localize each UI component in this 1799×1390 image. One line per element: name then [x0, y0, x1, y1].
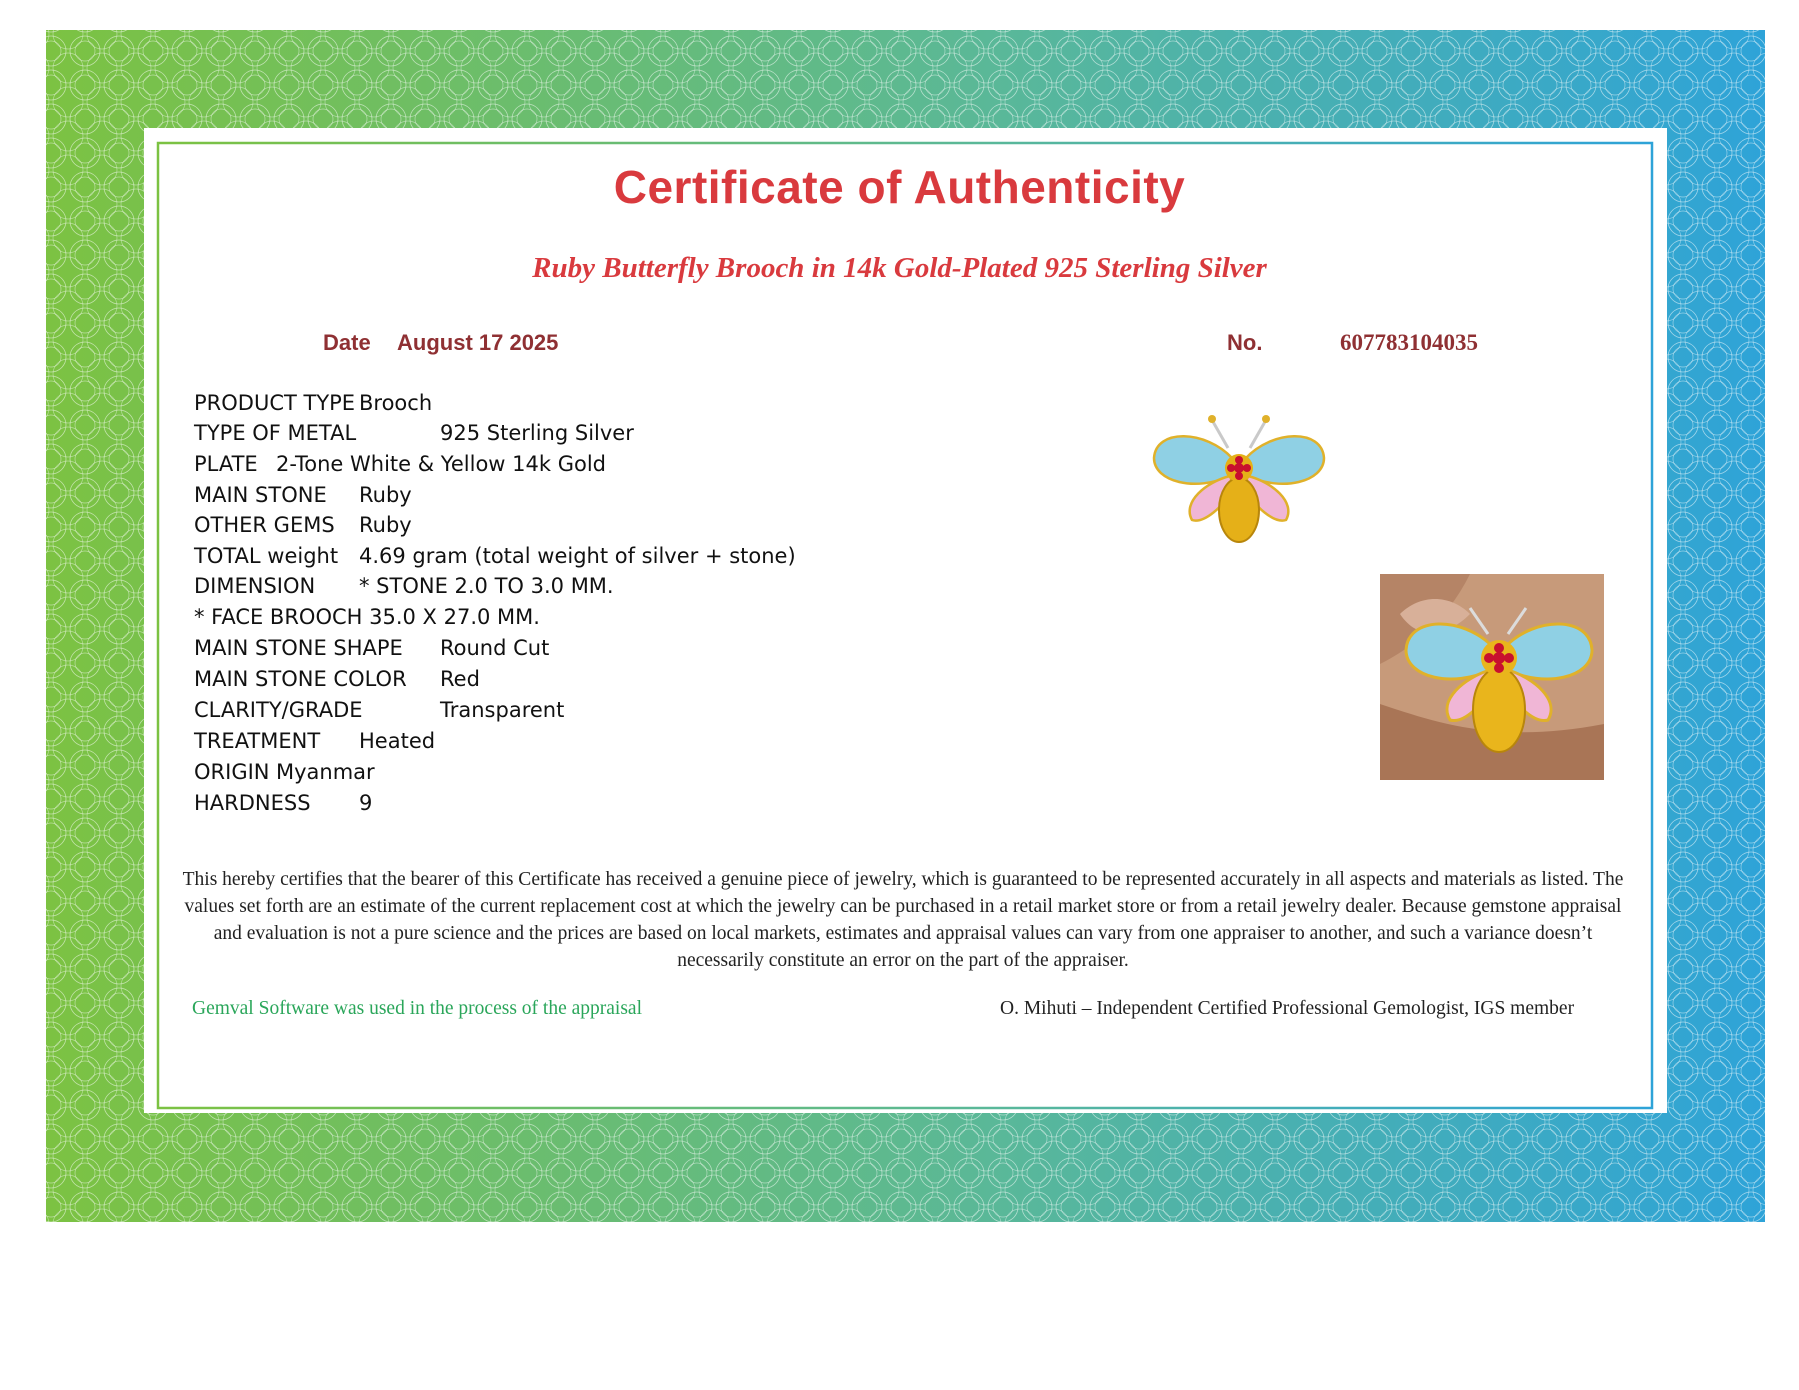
spec-row: [194, 697, 565, 723]
spec-row: [194, 604, 540, 630]
spec-label: DIMENSION: [194, 574, 316, 598]
spec-value: Red: [440, 667, 480, 691]
spec-label: PLATE: [194, 452, 258, 476]
spec-row: [194, 451, 606, 477]
spec-label: MAIN STONE SHAPE: [194, 636, 403, 660]
spec-row: [194, 666, 480, 692]
spec-label: MAIN STONE COLOR: [194, 667, 407, 691]
brooch-product-image: [1146, 410, 1332, 554]
spec-label: CLARITY/GRADE: [194, 698, 363, 722]
spec-value: Brooch: [359, 391, 433, 415]
certificate-number-label: No.: [1227, 330, 1263, 355]
spec-label: ORIGIN: [194, 760, 270, 784]
spec-row: [194, 543, 796, 569]
spec-value: Ruby: [359, 483, 412, 507]
brooch-in-hand-photo: [1380, 574, 1604, 780]
spec-label: OTHER GEMS: [194, 513, 335, 537]
spec-value: Myanmar: [276, 760, 375, 784]
spec-label: TREATMENT: [194, 729, 321, 753]
spec-value: Round Cut: [440, 636, 550, 660]
spec-row: [194, 728, 436, 754]
spec-label: PRODUCT TYPE: [194, 391, 356, 415]
spec-row: [194, 482, 412, 508]
spec-row: [194, 512, 412, 538]
spec-row: [194, 420, 634, 446]
certificate-number-value: 607783104035: [1340, 330, 1478, 355]
spec-value: 4.69 gram (total weight of silver + stone): [359, 544, 796, 568]
spec-row: [194, 390, 433, 416]
spec-value: 925 Sterling Silver: [440, 421, 634, 445]
spec-row: [194, 790, 373, 816]
spec-row: [194, 573, 614, 599]
spec-value: Heated: [359, 729, 436, 753]
spec-row: [194, 759, 375, 785]
date-value: August 17 2025: [397, 330, 559, 355]
spec-label: TOTAL weight: [194, 544, 339, 568]
gemologist-signature-line: O. Mihuti – Independent Certified Professional Gemologist, IGS member: [1000, 998, 1575, 1019]
software-note: Gemval Software was used in the process of the appraisal: [192, 998, 642, 1019]
spec-label: MAIN STONE: [194, 483, 327, 507]
spec-row: [194, 635, 550, 661]
product-subtitle: Ruby Butterfly Brooch in 14k Gold-Plated 925 Sterling Silver: [532, 252, 1267, 284]
spec-value: Ruby: [359, 513, 412, 537]
certification-statement: This hereby certifies that the bearer of this Certificate has received a genuine piece of jewelry, which is guaranteed to be represented accurately in all aspects and materials as listed. The values set forth are an estimate of the current replacement cost at which the jewelry can be purchased in a retail market store or from a retail jewelry dealer. Because gemstone appraisal and evaluation is not a pure science and the prices are based on local markets, estimates and appraisal values can vary from one appraiser to another, and such a variance doesn’t necessarily constitute an error on the part of the appraiser.: [182, 869, 1624, 971]
certificate-title: Certificate of Authenticity: [613, 161, 1186, 213]
spec-value: 2-Tone White & Yellow 14k Gold: [276, 452, 606, 476]
spec-value: * STONE 2.0 TO 3.0 MM.: [359, 574, 614, 598]
spec-value: 9: [359, 791, 373, 815]
spec-label: HARDNESS: [194, 791, 311, 815]
spec-label: * FACE BROOCH 35.0 X 27.0 MM.: [194, 605, 540, 629]
date-label: Date: [323, 330, 371, 355]
spec-value: Transparent: [440, 698, 565, 722]
spec-label: TYPE OF METAL: [194, 421, 357, 445]
